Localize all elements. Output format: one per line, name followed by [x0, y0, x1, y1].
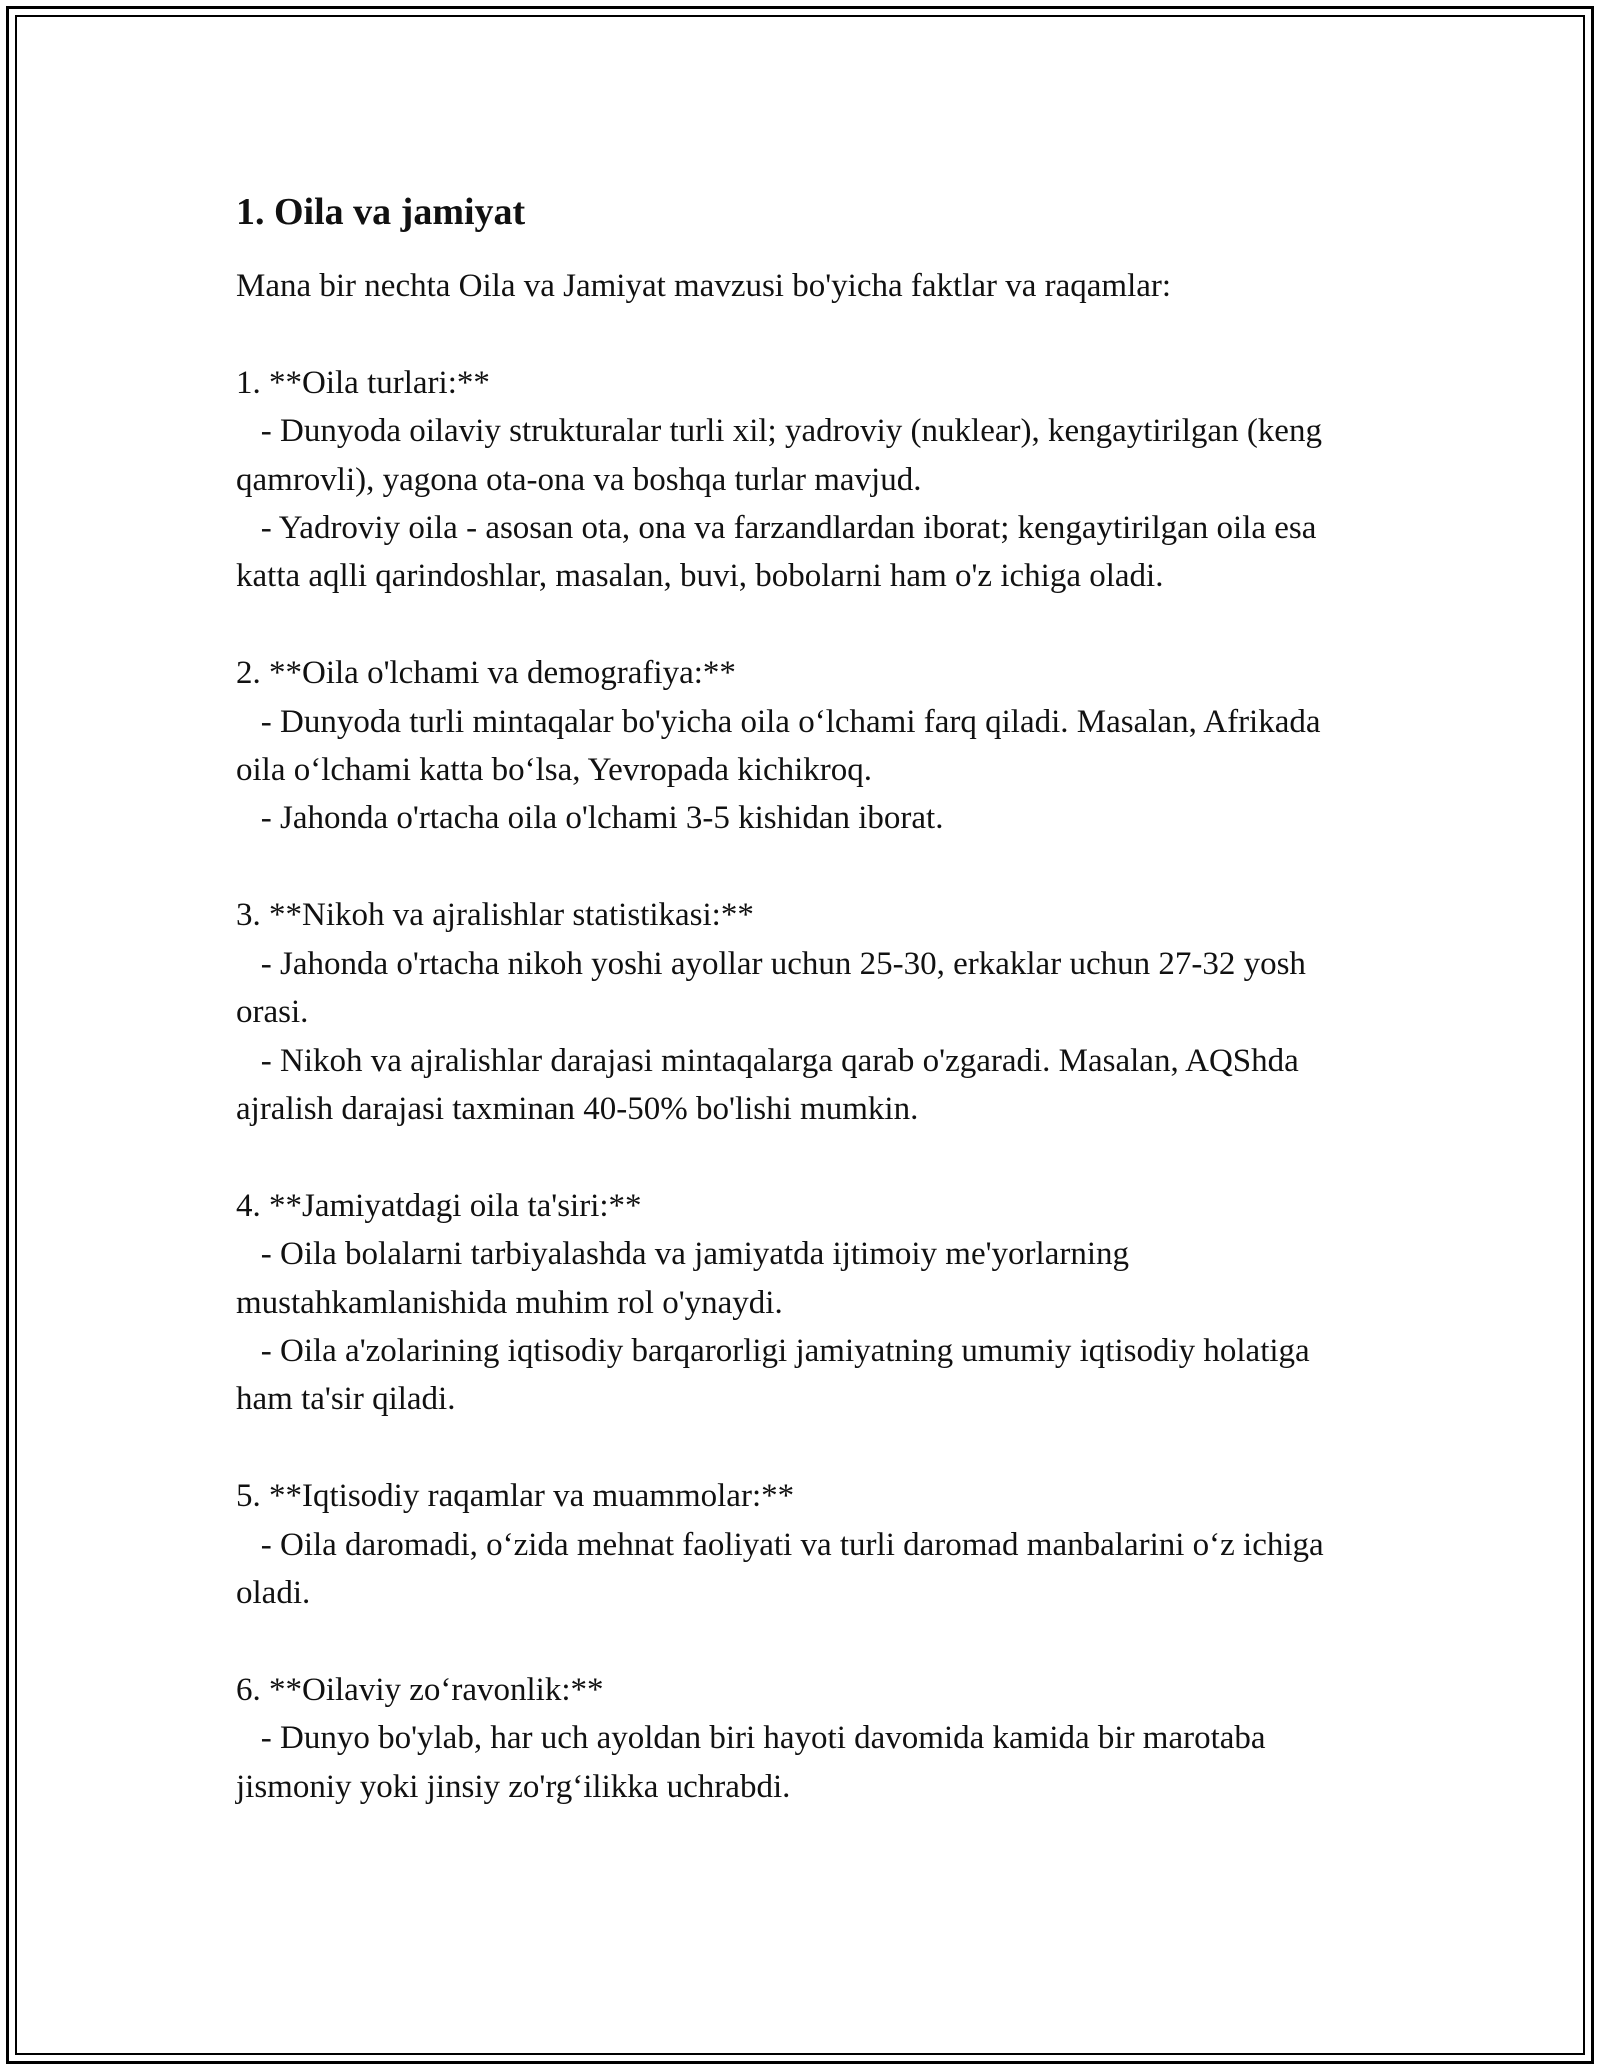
section-bullet: - Yadroviy oila - asosan ota, ona va farzandlardan iborat; kengaytirilgan oila esa katta aqlli qarindoshlar, masalan, buvi, bobolarni ham o'z ichiga oladi. — [236, 510, 1325, 595]
document-title: 1. Oila va jamiyat — [236, 191, 526, 233]
blank-line — [236, 310, 1366, 358]
blank-line — [236, 1133, 1366, 1181]
blank-line — [236, 1424, 1366, 1472]
section-bullet: - Jahonda o'rtacha oila o'lchami 3-5 kishidan iborat. — [236, 800, 944, 837]
section-heading: 5. **Iqtisodiy raqamlar va muammolar:** — [236, 1478, 795, 1515]
document-body — [236, 186, 1366, 1811]
section-bullet: - Nikoh va ajralishlar darajasi mintaqalarga qarab o'zgaradi. Masalan, AQShda ajralish darajasi taxminan 40-50% bo'lishi mumkin. — [236, 1042, 1308, 1127]
section-heading: 4. **Jamiyatdagi oila ta'siri:** — [236, 1187, 642, 1224]
section-bullet: - Oila daromadi, oʻzida mehnat faoliyati va turli daromad manbalarini oʻz ichiga oladi. — [236, 1526, 1332, 1611]
section-bullet: - Oila bolalarni tarbiyalashda va jamiyatda ijtimoiy me'yorlarning mustahkamlanishida muhim rol o'ynaydi. — [236, 1236, 1138, 1321]
section-heading: 3. **Nikoh va ajralishlar statistikasi:** — [236, 897, 754, 934]
blank-line — [236, 843, 1366, 891]
blank-line — [236, 601, 1366, 649]
blank-line — [236, 1617, 1366, 1665]
section-heading: 2. **Oila o'lchami va demografiya:** — [236, 655, 736, 692]
section-bullet: - Dunyoda turli mintaqalar bo'yicha oila oʻlchami farq qiladi. Masalan, Afrikada oila oʻlchami katta boʻlsa, Yevropada kichikroq. — [236, 703, 1329, 789]
section-heading: 1. **Oila turlari:** — [236, 364, 490, 401]
section-bullet: - Dunyoda oilaviy strukturalar turli xil; yadroviy (nuklear), kengaytirilgan (keng qamrovli), yagona ota-ona va boshqa turlar mavjud. — [236, 413, 1331, 498]
section-bullet: - Dunyo bo'ylab, har uch ayoldan biri hayoti davomida kamida bir marotaba jismoniy yoki jinsiy zo'rgʻilikka uchrabdi. — [236, 1720, 1274, 1805]
section-heading: 6. **Oilaviy zoʻravonlik:** — [236, 1671, 604, 1708]
section-bullet: - Jahonda o'rtacha nikoh yoshi ayollar uchun 25-30, erkaklar uchun 27-32 yosh orasi. — [236, 945, 1315, 1031]
section-bullet: - Oila a'zolarining iqtisodiy barqarorligi jamiyatning umumiy iqtisodiy holatiga ham ta'sir qiladi. — [236, 1332, 1318, 1418]
intro-paragraph: Mana bir nechta Oila va Jamiyat mavzusi bo'yicha faktlar va raqamlar: — [236, 268, 1172, 304]
